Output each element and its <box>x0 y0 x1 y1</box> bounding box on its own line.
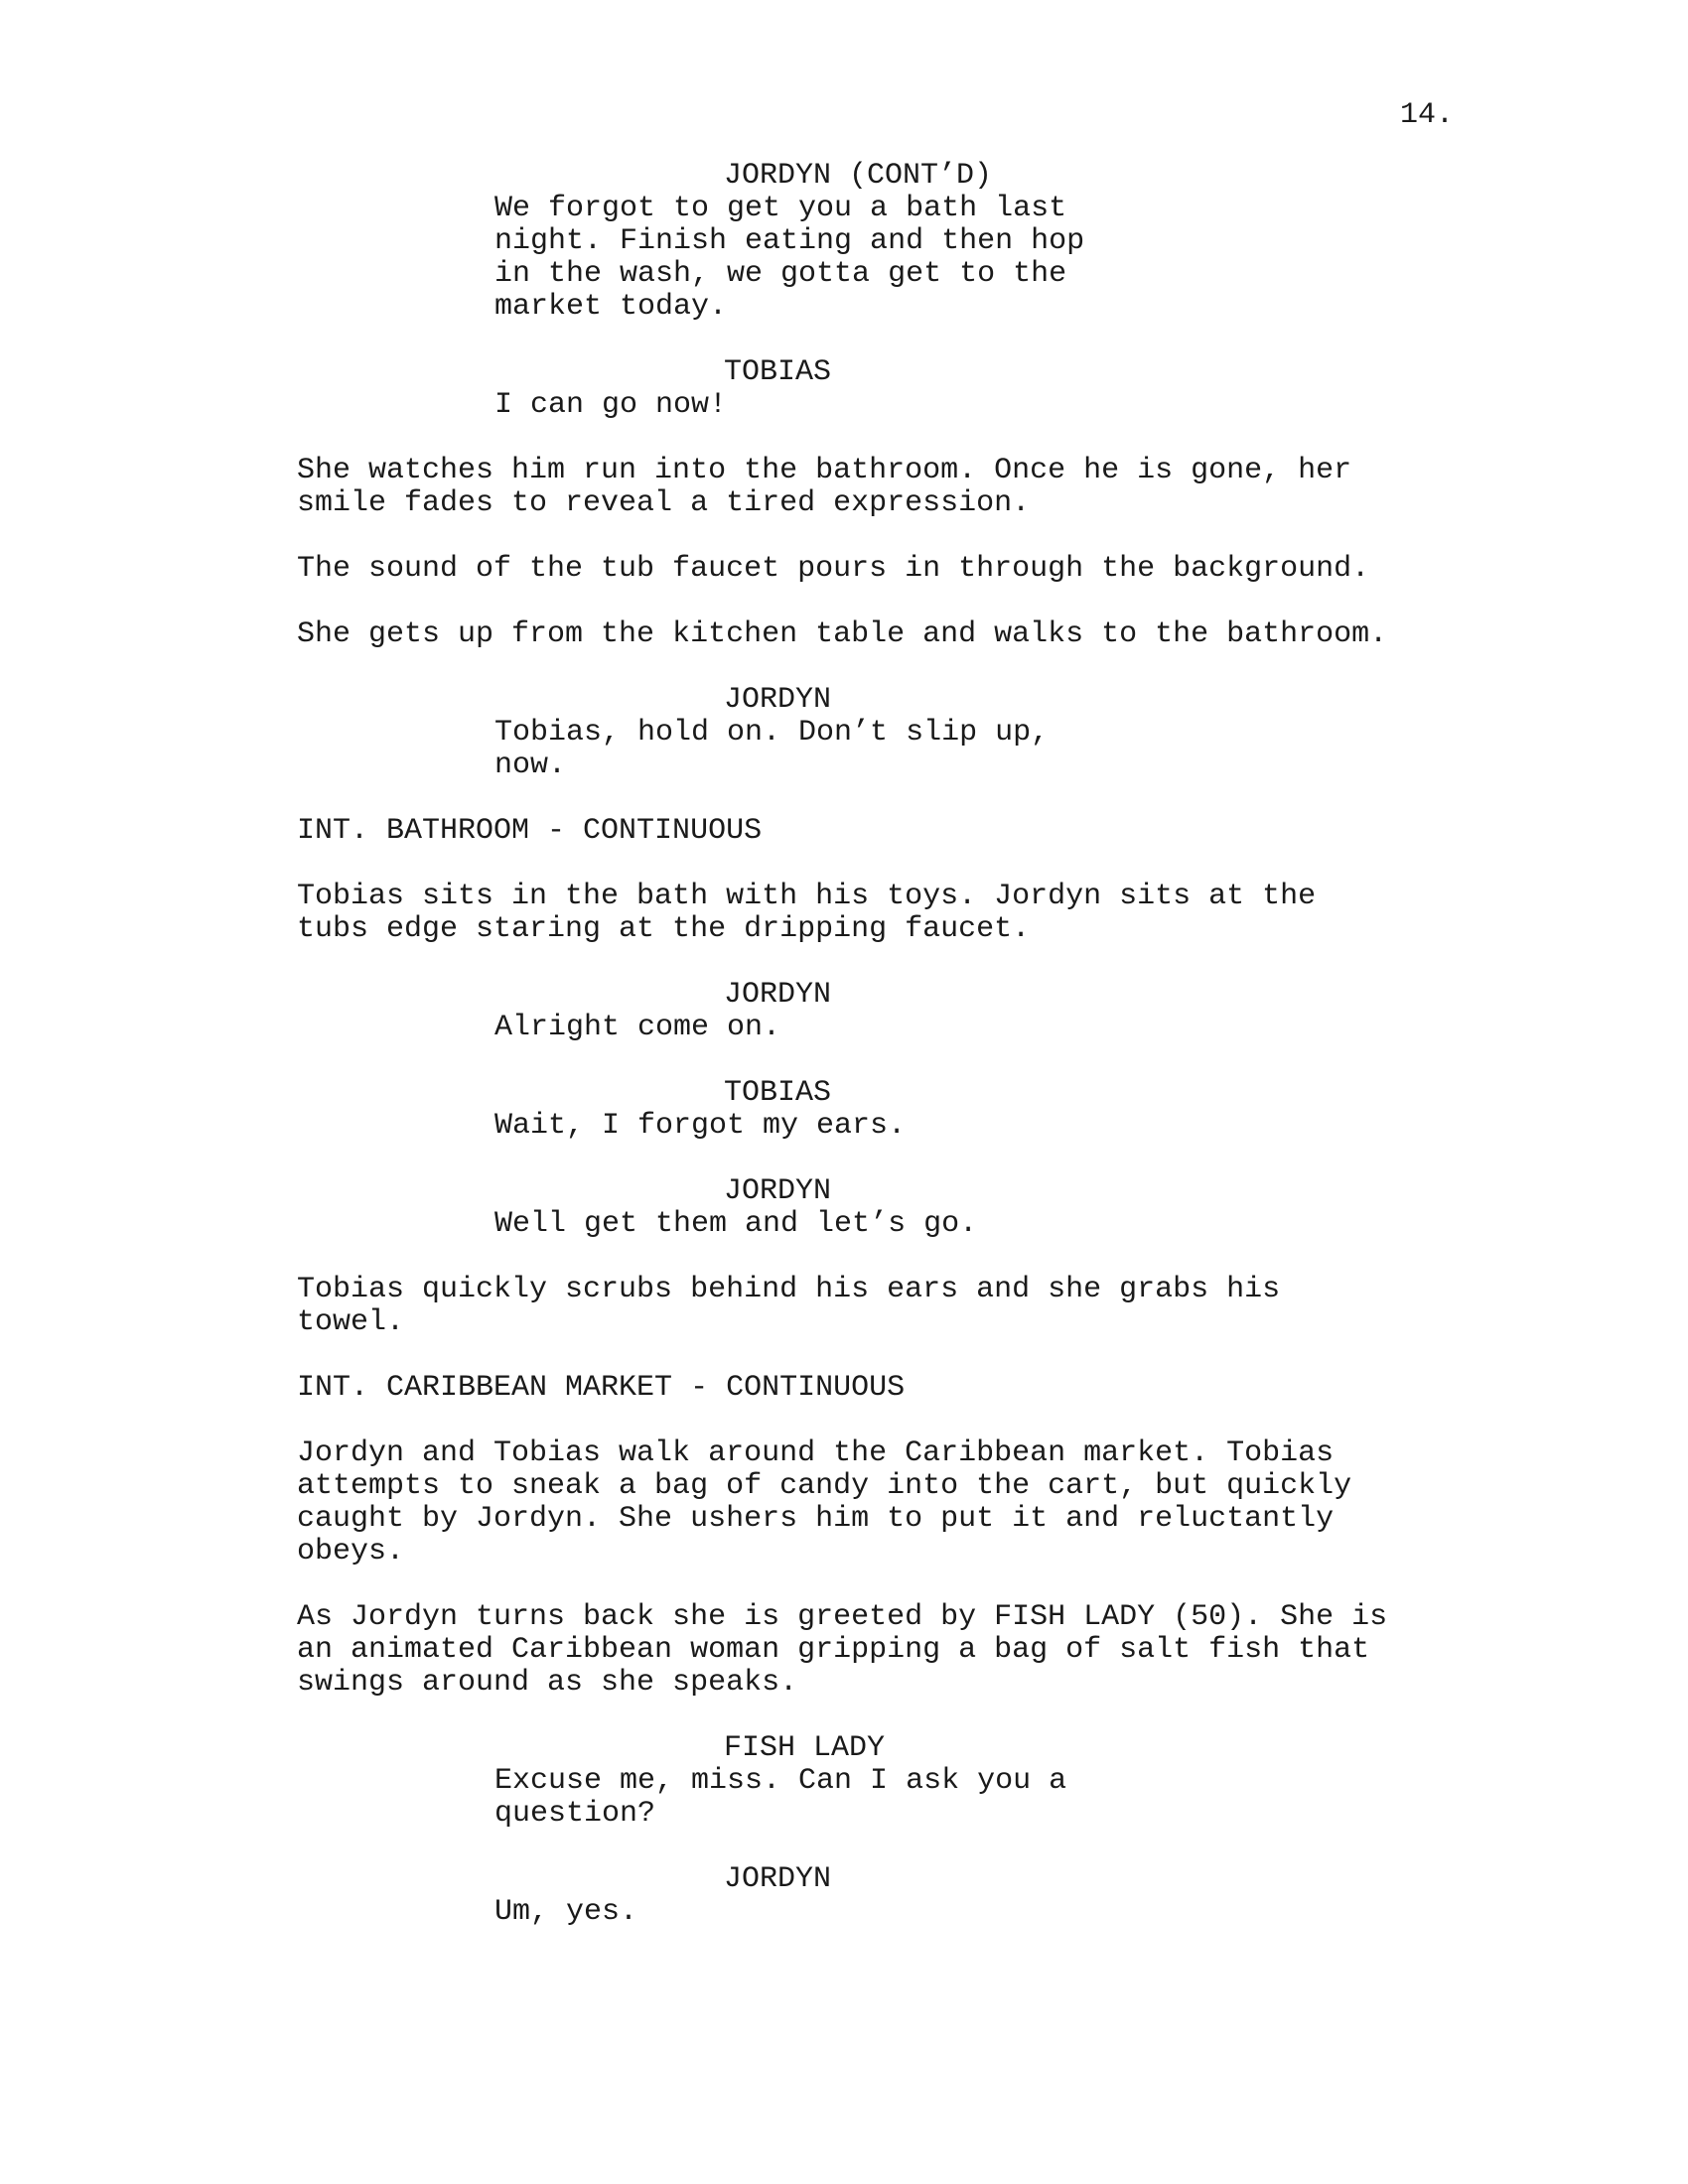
character-name: JORDYN <box>724 1174 832 1208</box>
scene-heading: INT. CARIBBEAN MARKET - CONTINUOUS <box>297 1371 906 1405</box>
action-line: Jordyn and Tobias walk around the Caribbean market. Tobias attempts to sneak a bag of candy into the cart, but quickly caught by Jordyn. She ushers him to put it and reluctantly obeys. <box>297 1436 1352 1569</box>
action-line: As Jordyn turns back she is greeted by FISH LADY (50). She is an animated Caribbean woman gripping a bag of salt fish that swings around as she speaks. <box>297 1600 1388 1700</box>
dialogue: Um, yes. <box>494 1895 638 1929</box>
scene-heading: INT. BATHROOM - CONTINUOUS <box>297 814 763 848</box>
action-line: Tobias sits in the bath with his toys. Jordyn sits at the tubs edge staring at the dripping faucet. <box>297 880 1317 946</box>
character-name: FISH LADY <box>724 1731 886 1765</box>
action-line: She gets up from the kitchen table and walks to the bathroom. <box>297 617 1388 651</box>
action-line: Tobias quickly scrubs behind his ears and she grabs his towel. <box>297 1273 1281 1339</box>
dialogue: Tobias, hold on. Don’t slip up, now. <box>494 716 1050 782</box>
character-name: TOBIAS <box>724 1076 832 1110</box>
dialogue: Excuse me, miss. Can I ask you a question? <box>494 1764 1067 1831</box>
action-line: The sound of the tub faucet pours in through the background. <box>297 552 1370 586</box>
dialogue: Alright come on. <box>494 1011 781 1044</box>
character-name: JORDYN <box>724 683 832 717</box>
dialogue: Well get them and let’s go. <box>494 1207 978 1241</box>
character-name: JORDYN <box>724 1862 832 1896</box>
dialogue: We forgot to get you a bath last night. Finish eating and then hop in the wash, we gotta get to the market today. <box>494 192 1085 324</box>
screenplay-body <box>0 160 1688 1929</box>
character-name: JORDYN <box>724 978 832 1012</box>
dialogue: I can go now! <box>494 388 728 422</box>
character-name: JORDYN (CONT’D) <box>724 159 993 193</box>
dialogue: Wait, I forgot my ears. <box>494 1109 907 1143</box>
character-name: TOBIAS <box>724 355 832 389</box>
action-line: She watches him run into the bathroom. Once he is gone, her smile fades to reveal a tired expression. <box>297 454 1352 520</box>
page-number: 14. <box>1400 98 1455 132</box>
